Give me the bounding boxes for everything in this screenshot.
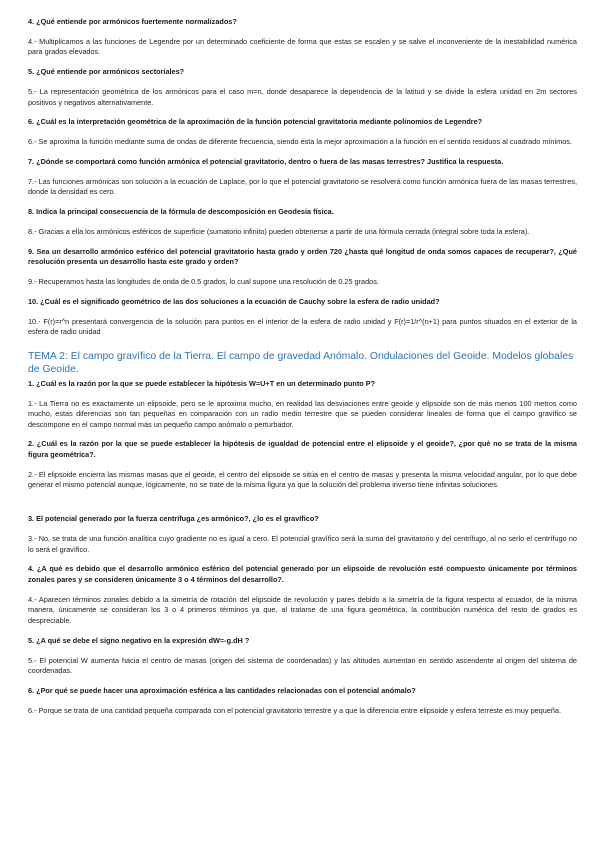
answer-paragraph: 4.- Multiplicamos a las funciones de Legendre por un determinado coeficiente de forma que estas se escalen y se salve el inconveniente de la inestabilidad numérica para grados elevados. — [28, 36, 577, 57]
question-paragraph: 2. ¿Cuál es la razón por la que se puede establecer la hipótesis de igualdad de potencial entre el elipsoide y el geoide?, ¿por qué no se trata de la misma figura geométrica?. — [28, 439, 577, 460]
answer-paragraph: 8.- Gracias a ella los armónicos esféricos de superficie (sumatorio infinito) pueden obtenerse a partir de una fórmula cerrada (integral sobre toda la esfera). — [28, 226, 530, 236]
answer-paragraph: 4.- Aparecen términos zonales debido a la simetría de rotación del elipsoide de revolución y pares debido a la simetría de la figura respecto al ecuador, de la misma manera, únicamente se consideran los 3 o 4 primeros términos ya que, al tratarse de una figura geométrica, la contribución numérica del resto de grados es despreciable. — [28, 594, 577, 625]
question-paragraph: 7. ¿Dónde se comportará como función armónica el potencial gravitatorio, dentro o fuera de las masas terrestres? Justifica la respuesta. — [28, 156, 504, 166]
answer-paragraph: 10.- F(r)=r^n presentará convergencia de la solución para puntos en el interior de la esfera de radio unidad y F(r)=1/r^(n+1) para puntos situados en el exterior de la esfera de radio unidad — [28, 316, 577, 337]
section-tema1-questions — [28, 17, 577, 338]
answer-paragraph: 6.- Porque se trata de una cantidad pequeña comparada con el potencial gravitatorio terrestre y a que la diferencia entre elipsoide y esfera terreste es muy pequeña. — [28, 705, 561, 715]
question-paragraph: 8. Indica la principal consecuencia de la fórmula de descomposición en Geodesia física. — [28, 207, 334, 217]
answer-paragraph: 2.- El elipsoide encierra las mismas masas que el geoide, el centro del elipsoide se sitúa en el centro de masas y presenta la misma velocidad angular, por lo que debe generar el mismo potencial aunque, lógicamente, no se trate de la misma figura ya que la solución del problema inverso tiene infinitas soluciones. — [28, 469, 577, 490]
blank-gap — [28, 500, 577, 514]
answer-paragraph: 1.- La Tierra no es exactamente un elipsoide, pero se le aproxima mucho, en realidad las desviaciones entre geoide y elipsoide son de más menos 100 metros como mucho, estas diferencias son tan pequeñas en comparación con un radio medio terrestre que se pueden considerar lineales de forma que el campo gravífico se descompone en el campo normal más un pequeño campo anómalo o perturbador. — [28, 398, 577, 429]
question-paragraph: 5. ¿Qué entiende por armónicos sectoriales? — [28, 67, 185, 77]
section-tema2-questions-part2 — [28, 514, 577, 716]
question-paragraph: 6. ¿Cuál es la interpretación geométrica de la aproximación de la función potencial gravitatoria mediante polinomios de Legendre? — [28, 117, 483, 127]
question-paragraph: 9. Sea un desarrollo armónico esférico del potencial gravitatorio hasta grado y orden 720 ¿hasta qué longitud de onda somos capaces de recuperar?, ¿Qué resolución presenta un desarrollo hasta este grado y orden? — [28, 246, 577, 267]
question-paragraph: 5. ¿A qué se debe el signo negativo en la expresión dW=-g.dH ? — [28, 635, 250, 645]
section-heading: TEMA 2: El campo gravífico de la Tierra. El campo de gravedad Anómalo. Ondulaciones del Geoide. Modelos globales de Geoide. — [28, 350, 574, 375]
question-paragraph: 1. ¿Cuál es la razón por la que se puede establecer la hipótesis W=U+T en un determinado punto P? — [28, 378, 376, 388]
section-tema2-questions-part1 — [28, 379, 577, 491]
answer-paragraph: 3.- No, se trata de una función analítica cuyo gradiente no es igual a cero. El potencial gravífico será la suma del gravitatorio y del centrífugo, al no serlo el centrífugo no lo será el gravífico. — [28, 534, 577, 554]
question-paragraph: 4. ¿A qué es debido que el desarrollo armónico esférico del potencial generado por un elipsoide de revolución esté compuesto únicamente por términos zonales pares y se consideren únicamente 3 o 4 términos del desarrollo?. — [28, 564, 577, 584]
answer-paragraph: 5.- La representación geométrica de los armónicos para el caso m=n, donde desaparece la dependencia de la latitud y se divide la esfera unidad en 2m sectores positivos y negativos alternativamente. — [28, 86, 577, 107]
question-paragraph: 3. El potencial generado por la fuerza centrífuga ¿es armónico?, ¿lo es el gravífico? — [28, 514, 319, 524]
question-paragraph: 10. ¿Cuál es el significado geométrico de las dos soluciones a la ecuación de Cauchy sobre la esfera de radio unidad? — [28, 296, 440, 306]
question-paragraph: 6. ¿Por qué se puede hacer una aproximación esférica a las cantidades relacionadas con el potencial anómalo? — [28, 685, 416, 695]
answer-paragraph: 6.- Se aproxima la función mediante suma de ondas de diferente frecuencia, siendo ésta la mejor aproximación a la función en el sentido residuos al cuadrado mínimos. — [28, 137, 572, 147]
question-paragraph: 4. ¿Qué entiende por armónicos fuertemente normalizados? — [28, 17, 237, 26]
answer-paragraph: 7.- Las funciones armónicas son solución a la ecuación de Laplace, por lo que el potencial gravitatorio se resolverá como función armónica fuera de las masas terrestres, donde la densidad es cero. — [28, 176, 577, 197]
answer-paragraph: 5.- El potencial W aumenta hacia el centro de masas (origen del sistema de coordenadas) y las altitudes aumentan en sentido ascendente al origen del sistema de coordenadas. — [28, 655, 577, 676]
answer-paragraph: 9.- Recuperamos hasta las longitudes de onda de 0.5 grados, lo cual supone una resolución de 0.25 grados. — [28, 276, 379, 286]
